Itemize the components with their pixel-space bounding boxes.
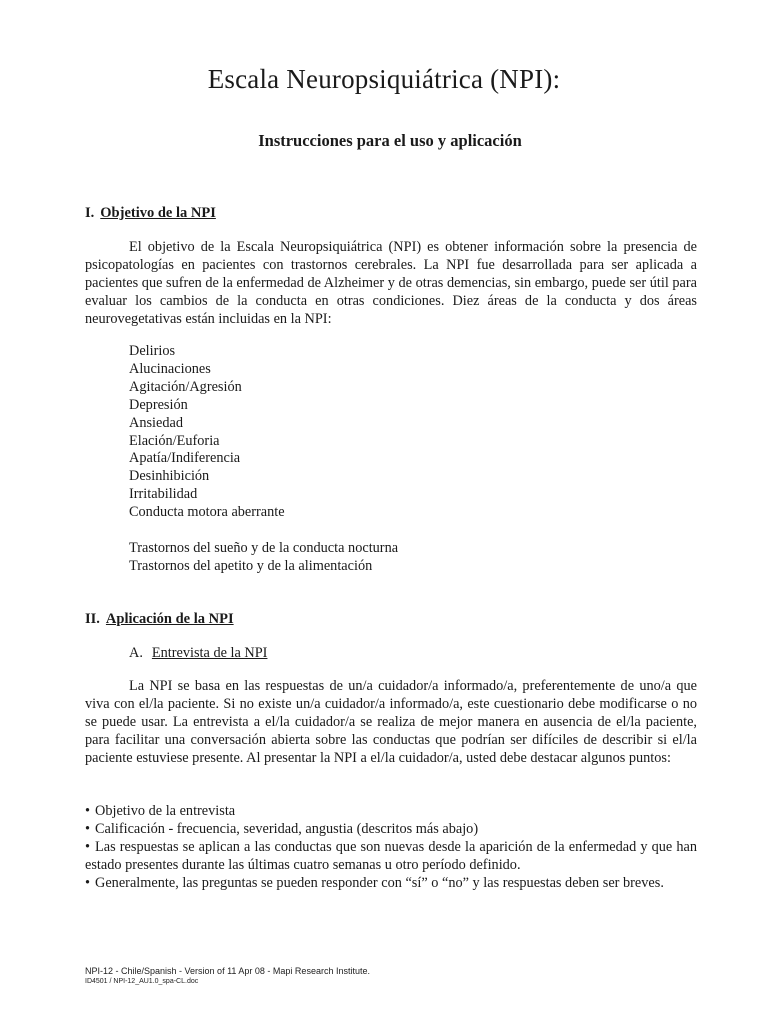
list-item: Agitación/Agresión [129, 378, 242, 395]
bullet-symbol: • [85, 803, 91, 819]
section-1-number: I. [85, 205, 95, 221]
behavior-areas-list [129, 343, 285, 522]
interview-points-list [85, 802, 697, 892]
list-item: Conducta motora aberrante [129, 504, 285, 521]
neurovegetative-areas-list [129, 540, 398, 576]
list-item: Delirios [129, 343, 176, 359]
footer-version-line: NPI-12 - Chile/Spanish - Version of 11 Apr 08 - Mapi Research Institute. [85, 966, 370, 976]
subsection-a-title: Entrevista de la NPI [151, 645, 268, 661]
bullet-symbol: • [85, 839, 91, 855]
section-1-paragraph: El objetivo de la Escala Neuropsiquiátrica (NPI) es obtener información sobre la presencia de psicopatologías en pacientes con trastornos cerebrales. La NPI fue desarrollada para ser aplicada a pacientes que sufren de la enfermedad de Alzheimer y de otras demencias, sin embargo, puede ser útil para evaluar los cambios de la conducta en otras condiciones. Diez áreas de la conducta y dos áreas neurovegetativas están incluidas en la NPI: [85, 239, 697, 327]
bullet-symbol: • [85, 821, 91, 837]
document-subtitle: Instrucciones para el uso y aplicación [258, 131, 522, 150]
list-item: Depresión [129, 396, 188, 413]
list-item: Irritabilidad [129, 486, 198, 503]
list-item: Apatía/Indiferencia [129, 450, 241, 467]
section-1-title: Objetivo de la NPI [100, 205, 216, 221]
subsection-a-letter: A. [129, 645, 143, 661]
list-item-text: Las respuestas se aplican a las conductas que son nuevas desde la aparición de la enfermedad y que han estado presentes durante las últimas cuatro semanas u otro período definido. [85, 839, 697, 873]
page-footer [85, 966, 370, 986]
bullet-symbol: • [85, 875, 91, 891]
list-item-text: Objetivo de la entrevista [95, 803, 236, 819]
section-2-paragraph: La NPI se basa en las respuestas de un/a cuidador/a informado/a, preferentemente de uno/a que viva con el/la paciente. Si no existe un/a cuidador/a informado/a, este cuestionario debe modificarse o no se puede usar. La entrevista a el/la cuidador/a se realiza de mejor manera en ausencia de el/la paciente, para facilitar una conversación abierta sobre las conductas que podrían ser difíciles de describir si el/la paciente estuviese presente. Al presentar la NPI a el/la cuidador/a, usted debe destacar algunos puntos: [85, 678, 697, 766]
list-item: Trastornos del sueño y de la conducta nocturna [129, 540, 399, 556]
list-item [85, 802, 697, 820]
list-item [85, 838, 697, 874]
list-item: Elación/Euforia [129, 432, 220, 449]
list-item: Trastornos del apetito y de la alimentación [129, 557, 373, 574]
list-item: Alucinaciones [129, 360, 211, 377]
list-item: Ansiedad [129, 414, 183, 431]
subsection-a-heading [129, 645, 267, 662]
section-2-title: Aplicación de la NPI [105, 611, 234, 627]
list-item [85, 820, 697, 838]
document-title: Escala Neuropsiquiátrica (NPI): [207, 64, 561, 94]
list-item [85, 874, 697, 892]
section-1-heading [85, 205, 216, 222]
list-item-text: Generalmente, las preguntas se pueden responder con “sí” o “no” y las respuestas deben ser breves. [95, 875, 664, 891]
section-2-number: II. [85, 611, 100, 627]
list-item-text: Calificación - frecuencia, severidad, angustia (descritos más abajo) [95, 821, 479, 837]
list-item: Desinhibición [129, 468, 210, 485]
section-2-heading [85, 611, 234, 628]
footer-file-line: ID4501 / NPI-12_AU1.0_spa-CL.doc [85, 978, 199, 985]
